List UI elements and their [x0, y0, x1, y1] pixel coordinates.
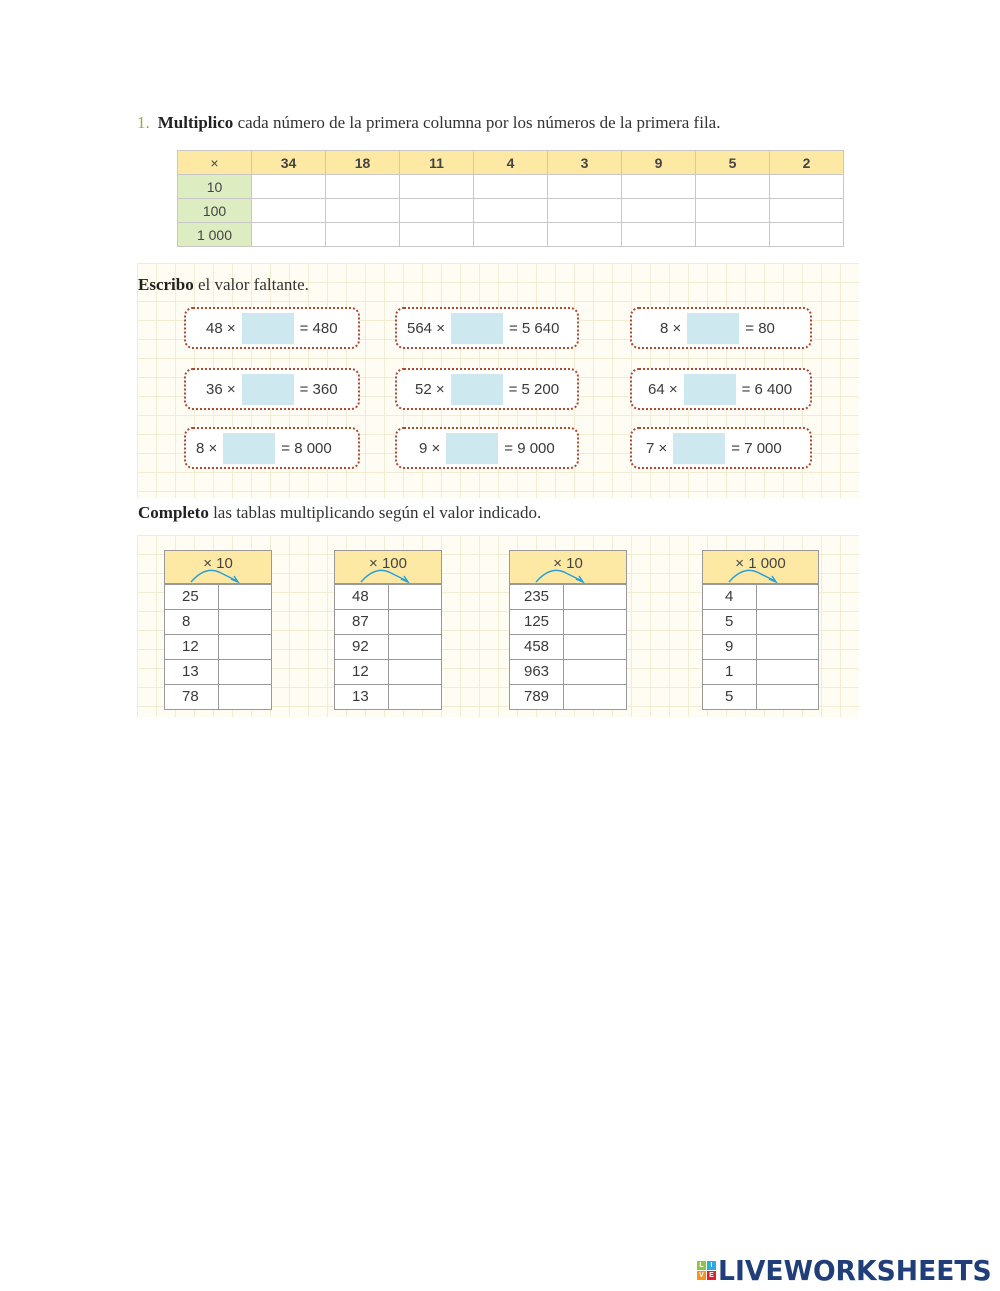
missing-value-box	[184, 307, 360, 349]
table-row	[335, 634, 441, 659]
equation-right: = 8 000	[281, 439, 332, 457]
input-value: 12	[335, 660, 389, 684]
function-table	[334, 550, 442, 710]
table-row	[165, 634, 271, 659]
equation-left: 8 ×	[660, 319, 682, 337]
input-value: 13	[335, 685, 389, 709]
input-value: 5	[703, 610, 757, 634]
input-value: 48	[335, 585, 389, 609]
function-label: × 100	[369, 555, 407, 572]
equation-right: = 360	[299, 380, 338, 398]
missing-value-box	[395, 427, 579, 469]
answer-cell[interactable]	[564, 660, 626, 684]
answer-field[interactable]	[242, 374, 294, 405]
answer-field[interactable]	[687, 313, 739, 344]
table-row	[178, 175, 844, 199]
answer-cell[interactable]	[252, 175, 326, 199]
answer-cell[interactable]	[564, 685, 626, 709]
function-table	[164, 550, 272, 710]
table-row	[165, 609, 271, 634]
logo-block-l: L	[697, 1261, 706, 1270]
missing-value-box	[395, 368, 579, 410]
arrow-icon	[357, 568, 417, 584]
answer-cell[interactable]	[474, 223, 548, 247]
table-row	[703, 609, 818, 634]
input-value: 92	[335, 635, 389, 659]
function-table-header	[335, 551, 441, 584]
input-value: 4	[703, 585, 757, 609]
column-header: 3	[548, 151, 622, 175]
answer-cell[interactable]	[770, 223, 844, 247]
logo-block-e: E	[707, 1271, 716, 1280]
answer-cell[interactable]	[326, 223, 400, 247]
answer-field[interactable]	[446, 433, 498, 464]
missing-value-box	[630, 368, 812, 410]
answer-cell[interactable]	[548, 199, 622, 223]
equation-left: 52 ×	[415, 380, 445, 398]
table-row	[165, 584, 271, 609]
input-value: 78	[165, 685, 219, 709]
answer-cell[interactable]	[696, 223, 770, 247]
input-value: 25	[165, 585, 219, 609]
answer-cell[interactable]	[400, 199, 474, 223]
table-row	[510, 684, 626, 709]
table-row	[335, 584, 441, 609]
table-row	[510, 659, 626, 684]
exercise2-instruction: el valor faltante.	[197, 275, 309, 294]
answer-cell[interactable]	[389, 635, 441, 659]
missing-value-box	[184, 368, 360, 410]
arrow-icon	[532, 568, 592, 584]
equation-right: = 80	[745, 319, 775, 337]
exercise1-instruction: cada número de la primera columna por los números de la primera fila.	[237, 113, 721, 132]
column-header: 11	[400, 151, 474, 175]
column-header: 5	[696, 151, 770, 175]
answer-cell[interactable]	[548, 175, 622, 199]
input-value: 125	[510, 610, 564, 634]
answer-cell[interactable]	[400, 175, 474, 199]
input-value: 8	[165, 610, 219, 634]
answer-cell[interactable]	[696, 199, 770, 223]
equation-left: 564 ×	[407, 319, 445, 337]
answer-cell[interactable]	[564, 635, 626, 659]
logo-block-i: I	[707, 1261, 716, 1270]
multiplication-table	[177, 150, 844, 247]
arrow-icon	[725, 568, 785, 584]
function-table-header	[165, 551, 271, 584]
arrow-icon	[187, 568, 247, 584]
column-header: 18	[326, 151, 400, 175]
answer-field[interactable]	[673, 433, 725, 464]
input-value: 458	[510, 635, 564, 659]
table-row	[510, 609, 626, 634]
answer-cell[interactable]	[389, 660, 441, 684]
answer-cell[interactable]	[389, 585, 441, 609]
input-value: 13	[165, 660, 219, 684]
answer-cell[interactable]	[770, 175, 844, 199]
function-table	[702, 550, 819, 710]
missing-value-box	[630, 427, 812, 469]
logo-blocks-icon	[697, 1261, 716, 1280]
table-row	[335, 684, 441, 709]
equation-left: 64 ×	[648, 380, 678, 398]
exercise3-bold-word: Completo	[138, 503, 209, 522]
corner-cell: ×	[178, 151, 252, 175]
answer-cell[interactable]	[219, 635, 271, 659]
column-header: 9	[622, 151, 696, 175]
exercise1-bold-word: Multiplico	[157, 113, 234, 132]
table-row	[703, 584, 818, 609]
table-row	[178, 223, 844, 247]
answer-cell[interactable]	[757, 660, 818, 684]
answer-field[interactable]	[223, 433, 275, 464]
exercise2-bold-word: Escribo	[138, 275, 194, 294]
logo-text: LIVEWORKSHEETS	[718, 1254, 992, 1287]
answer-cell[interactable]	[474, 175, 548, 199]
answer-cell[interactable]	[252, 223, 326, 247]
input-value: 789	[510, 685, 564, 709]
equation-left: 48 ×	[206, 319, 236, 337]
answer-cell[interactable]	[622, 199, 696, 223]
equation-right: = 7 000	[731, 439, 782, 457]
answer-cell[interactable]	[757, 585, 818, 609]
table-row	[510, 584, 626, 609]
function-label: × 10	[203, 555, 233, 572]
input-value: 5	[703, 685, 757, 709]
equation-left: 8 ×	[196, 439, 218, 457]
answer-cell[interactable]	[770, 199, 844, 223]
function-table-header	[510, 551, 626, 584]
answer-cell[interactable]	[474, 199, 548, 223]
answer-field[interactable]	[684, 374, 736, 405]
answer-field[interactable]	[242, 313, 294, 344]
liveworksheets-logo[interactable]	[697, 1254, 1000, 1287]
answer-cell[interactable]	[622, 223, 696, 247]
row-header: 1 000	[178, 223, 252, 247]
answer-cell[interactable]	[757, 610, 818, 634]
input-value: 235	[510, 585, 564, 609]
function-table	[509, 550, 627, 710]
column-header: 4	[474, 151, 548, 175]
answer-cell[interactable]	[548, 223, 622, 247]
equation-right: = 480	[299, 319, 338, 337]
exercise1-heading	[137, 113, 720, 133]
answer-cell[interactable]	[757, 635, 818, 659]
table-row	[165, 659, 271, 684]
missing-value-box	[630, 307, 812, 349]
exercise3-instruction: las tablas multiplicando según el valor indicado.	[213, 503, 542, 522]
input-value: 1	[703, 660, 757, 684]
answer-cell[interactable]	[326, 175, 400, 199]
equation-left: 36 ×	[206, 380, 236, 398]
answer-cell[interactable]	[389, 685, 441, 709]
function-table-header	[703, 551, 818, 584]
equation-right: = 6 400	[741, 380, 793, 398]
function-label: × 1 000	[735, 555, 786, 572]
equation-right: = 5 200	[508, 380, 560, 398]
row-header: 100	[178, 199, 252, 223]
answer-cell[interactable]	[326, 199, 400, 223]
table-row	[165, 684, 271, 709]
answer-cell[interactable]	[696, 175, 770, 199]
column-header: 34	[252, 151, 326, 175]
table-row	[703, 634, 818, 659]
table-row	[703, 684, 818, 709]
table-row	[178, 199, 844, 223]
exercise2-heading	[138, 275, 309, 295]
input-value: 9	[703, 635, 757, 659]
answer-field[interactable]	[451, 313, 503, 344]
exercise-number: 1.	[137, 113, 150, 132]
answer-field[interactable]	[451, 374, 503, 405]
input-value: 963	[510, 660, 564, 684]
function-label: × 10	[553, 555, 583, 572]
logo-block-v: V	[697, 1271, 706, 1280]
answer-cell[interactable]	[622, 175, 696, 199]
exercise3-heading	[138, 503, 541, 523]
equation-right: = 5 640	[508, 319, 560, 337]
answer-cell[interactable]	[252, 199, 326, 223]
column-header: 2	[770, 151, 844, 175]
answer-cell[interactable]	[219, 660, 271, 684]
equation-right: = 9 000	[504, 439, 555, 457]
answer-cell[interactable]	[757, 685, 818, 709]
table-row	[335, 659, 441, 684]
answer-cell[interactable]	[400, 223, 474, 247]
answer-cell[interactable]	[564, 610, 626, 634]
answer-cell[interactable]	[389, 610, 441, 634]
answer-cell[interactable]	[219, 585, 271, 609]
answer-cell[interactable]	[564, 585, 626, 609]
input-value: 87	[335, 610, 389, 634]
answer-cell[interactable]	[219, 685, 271, 709]
input-value: 12	[165, 635, 219, 659]
missing-value-box	[184, 427, 360, 469]
row-header: 10	[178, 175, 252, 199]
table-row	[703, 659, 818, 684]
table-row	[335, 609, 441, 634]
equation-left: 7 ×	[646, 439, 668, 457]
missing-value-box	[395, 307, 579, 349]
table-row	[510, 634, 626, 659]
equation-left: 9 ×	[419, 439, 441, 457]
table-header-row	[178, 151, 844, 175]
answer-cell[interactable]	[219, 610, 271, 634]
